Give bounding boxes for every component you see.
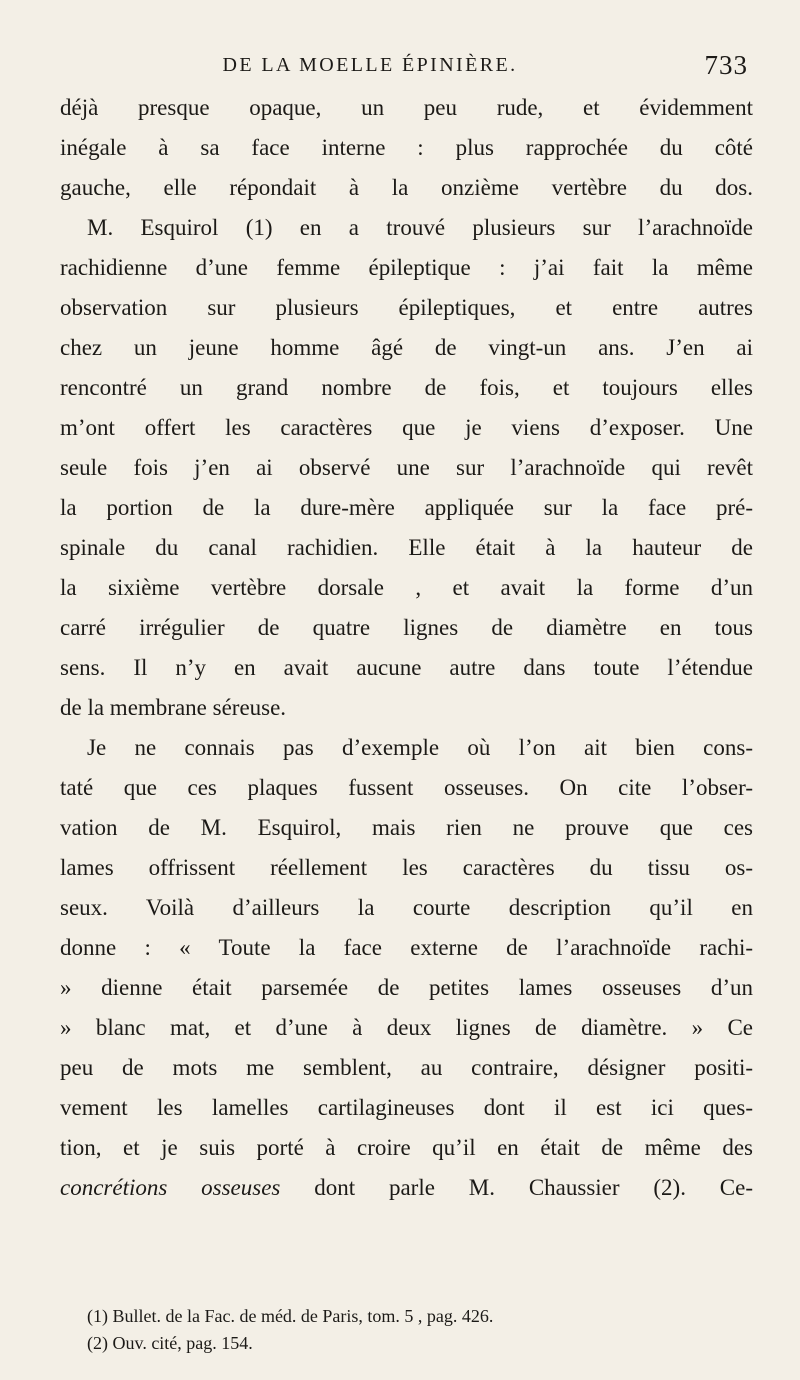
text-line: la sixième vertèbre dorsale , et avait la forme d’un (60, 575, 753, 600)
text-line: observation sur plusieurs épileptiques, et entre autres (60, 295, 753, 320)
text-line: sens. Il n’y en avait aucune autre dans toute l’étendue (60, 655, 753, 680)
running-title: DE LA MOELLE ÉPINIÈRE. (222, 54, 518, 76)
text-line: inégale à sa face interne : plus rapprochée du côté (60, 135, 753, 160)
text-line: gauche, elle répondait à la onzième vertèbre du dos. (60, 175, 753, 200)
page-number: 733 (704, 50, 748, 80)
paragraph-start-line: Je ne connais pas d’exemple où l’on ait bien cons- (87, 735, 753, 760)
text-line: la portion de la dure-mère appliquée sur la face pré- (60, 495, 753, 520)
text-line: » blanc mat, et d’une à deux lignes de diamètre. » Ce (60, 1015, 753, 1040)
italic-phrase: concrétions osseuses (60, 1175, 281, 1200)
text-line: carré irrégulier de quatre lignes de diamètre en tous (60, 615, 753, 640)
text-line: m’ont offert les caractères que je viens d’exposer. Une (60, 415, 753, 440)
text-line: vement les lamelles cartilagineuses dont il est ici ques- (60, 1095, 753, 1120)
text-line: tion, et je suis porté à croire qu’il en était de même des (60, 1135, 753, 1160)
text-line-rest: dont parle M. Chaussier (2). Ce- (280, 1175, 753, 1200)
text-line: donne : « Toute la face externe de l’arachnoïde rachi- (60, 935, 753, 960)
text-line: lames offrissent réellement les caractères du tissu os- (60, 855, 753, 880)
text-line: déjà presque opaque, un peu rude, et évidemment (60, 95, 753, 120)
footnote: (2) Ouv. cité, pag. 154. (87, 1333, 253, 1353)
text-line: chez un jeune homme âgé de vingt-un ans. J’en ai (60, 335, 753, 360)
text-line: spinale du canal rachidien. Elle était à la hauteur de (60, 535, 753, 560)
running-head (88, 50, 748, 84)
text-line: seux. Voilà d’ailleurs la courte description qu’il en (60, 895, 753, 920)
footnotes (87, 1303, 753, 1357)
text-line: peu de mots me semblent, au contraire, désigner positi- (60, 1055, 753, 1080)
text-line: rencontré un grand nombre de fois, et toujours elles (60, 375, 753, 400)
text-line: rachidienne d’une femme épileptique : j’ai fait la même (60, 255, 753, 280)
text-line: » dienne était parsemée de petites lames osseuses d’un (60, 975, 753, 1000)
footnote: (1) Bullet. de la Fac. de méd. de Paris, tom. 5 , pag. 426. (87, 1306, 494, 1326)
body-text (60, 88, 753, 1208)
text-line (60, 1168, 753, 1208)
text-line: vation de M. Esquirol, mais rien ne prouve que ces (60, 815, 753, 840)
text-line: seule fois j’en ai observé une sur l’arachnoïde qui revêt (60, 455, 753, 480)
text-line: taté que ces plaques fussent osseuses. On cite l’obser- (60, 775, 753, 800)
paragraph-start-line: M. Esquirol (1) en a trouvé plusieurs sur l’arachnoïde (87, 215, 753, 240)
paragraph-end-line: de la membrane séreuse. (60, 695, 287, 720)
